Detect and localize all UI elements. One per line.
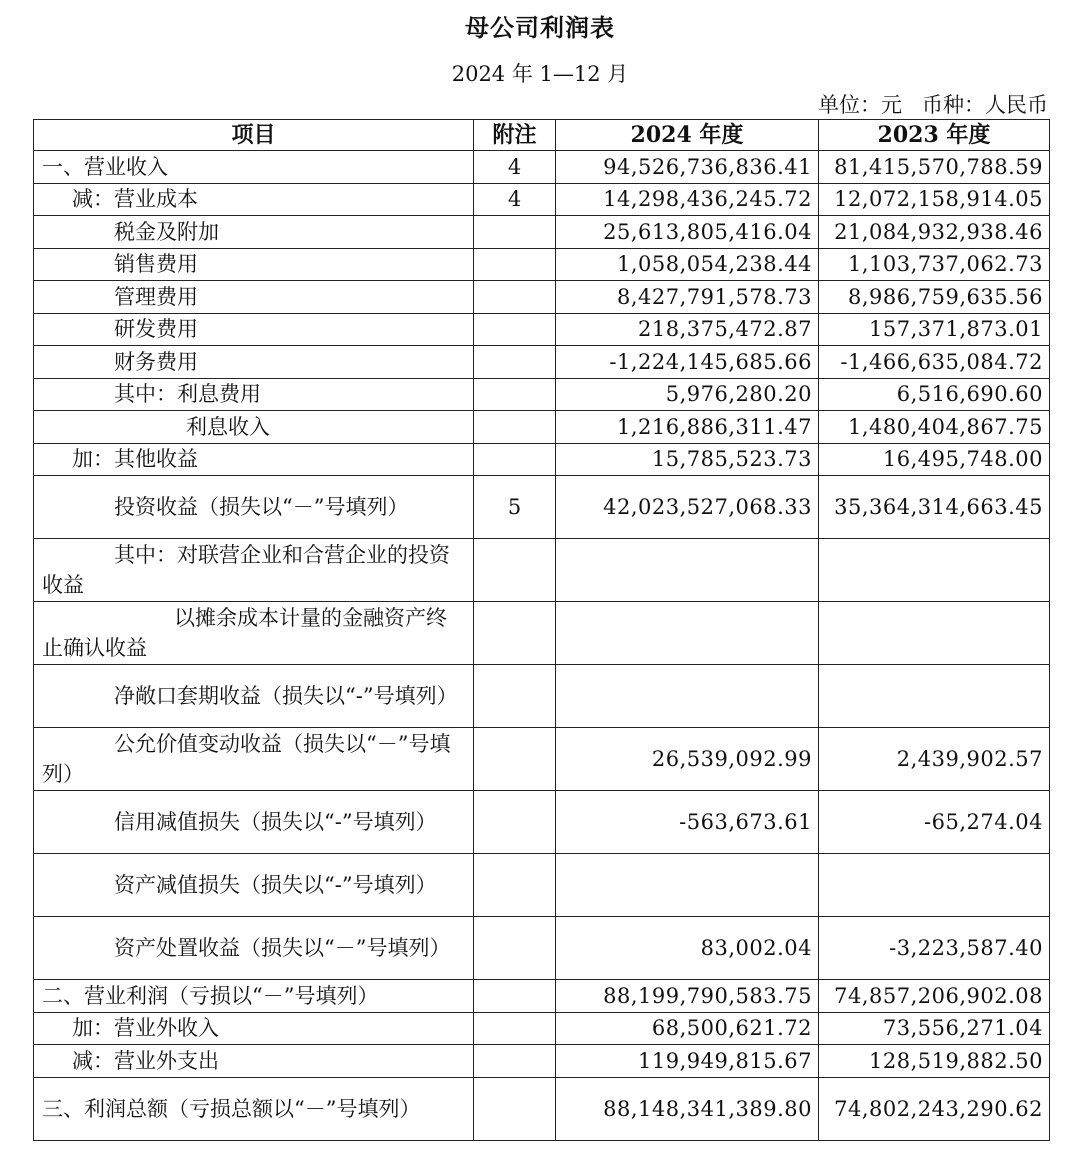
row-value-2024: 83,002.04 xyxy=(556,917,819,980)
row-value-2024: 119,949,815.67 xyxy=(556,1045,819,1078)
row-note xyxy=(474,216,556,249)
header-item: 项目 xyxy=(34,120,474,151)
row-value-2024: 88,199,790,583.75 xyxy=(556,980,819,1013)
table-row xyxy=(34,728,1050,791)
table-row xyxy=(34,281,1050,314)
row-item: 加：其他收益 xyxy=(34,443,474,476)
income-statement-table xyxy=(33,119,1050,1141)
table-row xyxy=(34,980,1050,1013)
row-value-2024: 1,216,886,311.47 xyxy=(556,411,819,444)
row-value-2023 xyxy=(819,539,1050,602)
row-note xyxy=(474,1045,556,1078)
row-value-2024: 5,976,280.20 xyxy=(556,378,819,411)
row-note xyxy=(474,1012,556,1045)
table-row xyxy=(34,665,1050,728)
row-value-2023: 1,103,737,062.73 xyxy=(819,248,1050,281)
row-value-2023: -1,466,635,084.72 xyxy=(819,346,1050,379)
row-value-2024: 218,375,472.87 xyxy=(556,313,819,346)
row-note xyxy=(474,917,556,980)
row-value-2024 xyxy=(556,602,819,665)
row-note xyxy=(474,281,556,314)
row-item: 利息收入 xyxy=(34,411,474,444)
row-value-2024: 8,427,791,578.73 xyxy=(556,281,819,314)
header-2023: 2023 年度 xyxy=(819,120,1050,151)
row-value-2023: 74,857,206,902.08 xyxy=(819,980,1050,1013)
row-item: 以摊余成本计量的金融资产终止确认收益 xyxy=(34,602,474,665)
row-note xyxy=(474,346,556,379)
row-item: 税金及附加 xyxy=(34,216,474,249)
table-row xyxy=(34,917,1050,980)
row-value-2024: 42,023,527,068.33 xyxy=(556,476,819,539)
row-item: 研发费用 xyxy=(34,313,474,346)
row-item: 公允价值变动收益（损失以“－”号填列） xyxy=(34,728,474,791)
row-item: 减：营业成本 xyxy=(34,183,474,216)
row-item: 加：营业外收入 xyxy=(34,1012,474,1045)
row-value-2024: 25,613,805,416.04 xyxy=(556,216,819,249)
row-value-2023: 128,519,882.50 xyxy=(819,1045,1050,1078)
row-item: 资产减值损失（损失以“-”号填列） xyxy=(34,854,474,917)
row-item: 资产处置收益（损失以“－”号填列） xyxy=(34,917,474,980)
row-item: 管理费用 xyxy=(34,281,474,314)
table-row xyxy=(34,346,1050,379)
row-value-2023: 157,371,873.01 xyxy=(819,313,1050,346)
row-note xyxy=(474,313,556,346)
table-row xyxy=(34,476,1050,539)
row-value-2024: -1,224,145,685.66 xyxy=(556,346,819,379)
row-value-2024 xyxy=(556,854,819,917)
row-value-2023: -65,274.04 xyxy=(819,791,1050,854)
row-note xyxy=(474,791,556,854)
row-item: 其中：对联营企业和合营企业的投资收益 xyxy=(34,539,474,602)
row-value-2023 xyxy=(819,602,1050,665)
row-item: 财务费用 xyxy=(34,346,474,379)
row-value-2023: 6,516,690.60 xyxy=(819,378,1050,411)
row-item: 投资收益（损失以“－”号填列） xyxy=(34,476,474,539)
row-value-2024: 68,500,621.72 xyxy=(556,1012,819,1045)
table-row xyxy=(34,151,1050,184)
row-item: 减：营业外支出 xyxy=(34,1045,474,1078)
row-item: 其中：利息费用 xyxy=(34,378,474,411)
row-item: 信用减值损失（损失以“-”号填列） xyxy=(34,791,474,854)
unit-currency-label: 单位：元 币种：人民币 xyxy=(817,93,1048,117)
table-row xyxy=(34,854,1050,917)
table-row xyxy=(34,602,1050,665)
row-note: 5 xyxy=(474,476,556,539)
row-value-2023: 16,495,748.00 xyxy=(819,443,1050,476)
row-note xyxy=(474,248,556,281)
row-value-2023 xyxy=(819,854,1050,917)
row-value-2023: 2,439,902.57 xyxy=(819,728,1050,791)
table-row xyxy=(34,1077,1050,1140)
table-row xyxy=(34,378,1050,411)
row-item: 销售费用 xyxy=(34,248,474,281)
table-row xyxy=(34,313,1050,346)
row-value-2024: 1,058,054,238.44 xyxy=(556,248,819,281)
row-note xyxy=(474,411,556,444)
row-note xyxy=(474,443,556,476)
row-value-2023: 12,072,158,914.05 xyxy=(819,183,1050,216)
row-item: 净敞口套期收益（损失以“-”号填列） xyxy=(34,665,474,728)
table-row xyxy=(34,216,1050,249)
row-note: 4 xyxy=(474,183,556,216)
table-row xyxy=(34,791,1050,854)
row-value-2024 xyxy=(556,665,819,728)
row-item: 三、利润总额（亏损总额以“－”号填列） xyxy=(34,1077,474,1140)
row-item: 一、营业收入 xyxy=(34,151,474,184)
report-period: 2024 年 1—12 月 xyxy=(451,62,629,86)
row-value-2024 xyxy=(556,539,819,602)
row-note xyxy=(474,378,556,411)
row-value-2023: 35,364,314,663.45 xyxy=(819,476,1050,539)
table-row xyxy=(34,411,1050,444)
table-row xyxy=(34,539,1050,602)
row-value-2024: -563,673.61 xyxy=(556,791,819,854)
table-row xyxy=(34,183,1050,216)
row-value-2023 xyxy=(819,665,1050,728)
row-note xyxy=(474,728,556,791)
row-note xyxy=(474,1077,556,1140)
row-note xyxy=(474,602,556,665)
header-2024: 2024 年度 xyxy=(556,120,819,151)
row-value-2023: 21,084,932,938.46 xyxy=(819,216,1050,249)
row-value-2023: 73,556,271.04 xyxy=(819,1012,1050,1045)
row-value-2024: 14,298,436,245.72 xyxy=(556,183,819,216)
row-note xyxy=(474,665,556,728)
table-row xyxy=(34,1045,1050,1078)
row-value-2024: 15,785,523.73 xyxy=(556,443,819,476)
row-value-2023: 8,986,759,635.56 xyxy=(819,281,1050,314)
row-value-2024: 26,539,092.99 xyxy=(556,728,819,791)
row-note xyxy=(474,980,556,1013)
row-note xyxy=(474,539,556,602)
row-value-2023: -3,223,587.40 xyxy=(819,917,1050,980)
page-title: 母公司利润表 xyxy=(465,13,615,42)
row-value-2024: 88,148,341,389.80 xyxy=(556,1077,819,1140)
table-row xyxy=(34,248,1050,281)
table-header-row xyxy=(34,120,1050,151)
row-note: 4 xyxy=(474,151,556,184)
row-value-2023: 81,415,570,788.59 xyxy=(819,151,1050,184)
table-row xyxy=(34,443,1050,476)
row-note xyxy=(474,854,556,917)
table-row xyxy=(34,1012,1050,1045)
row-value-2023: 1,480,404,867.75 xyxy=(819,411,1050,444)
header-note: 附注 xyxy=(474,120,556,151)
row-value-2023: 74,802,243,290.62 xyxy=(819,1077,1050,1140)
row-item: 二、营业利润（亏损以“－”号填列） xyxy=(34,980,474,1013)
row-value-2024: 94,526,736,836.41 xyxy=(556,151,819,184)
